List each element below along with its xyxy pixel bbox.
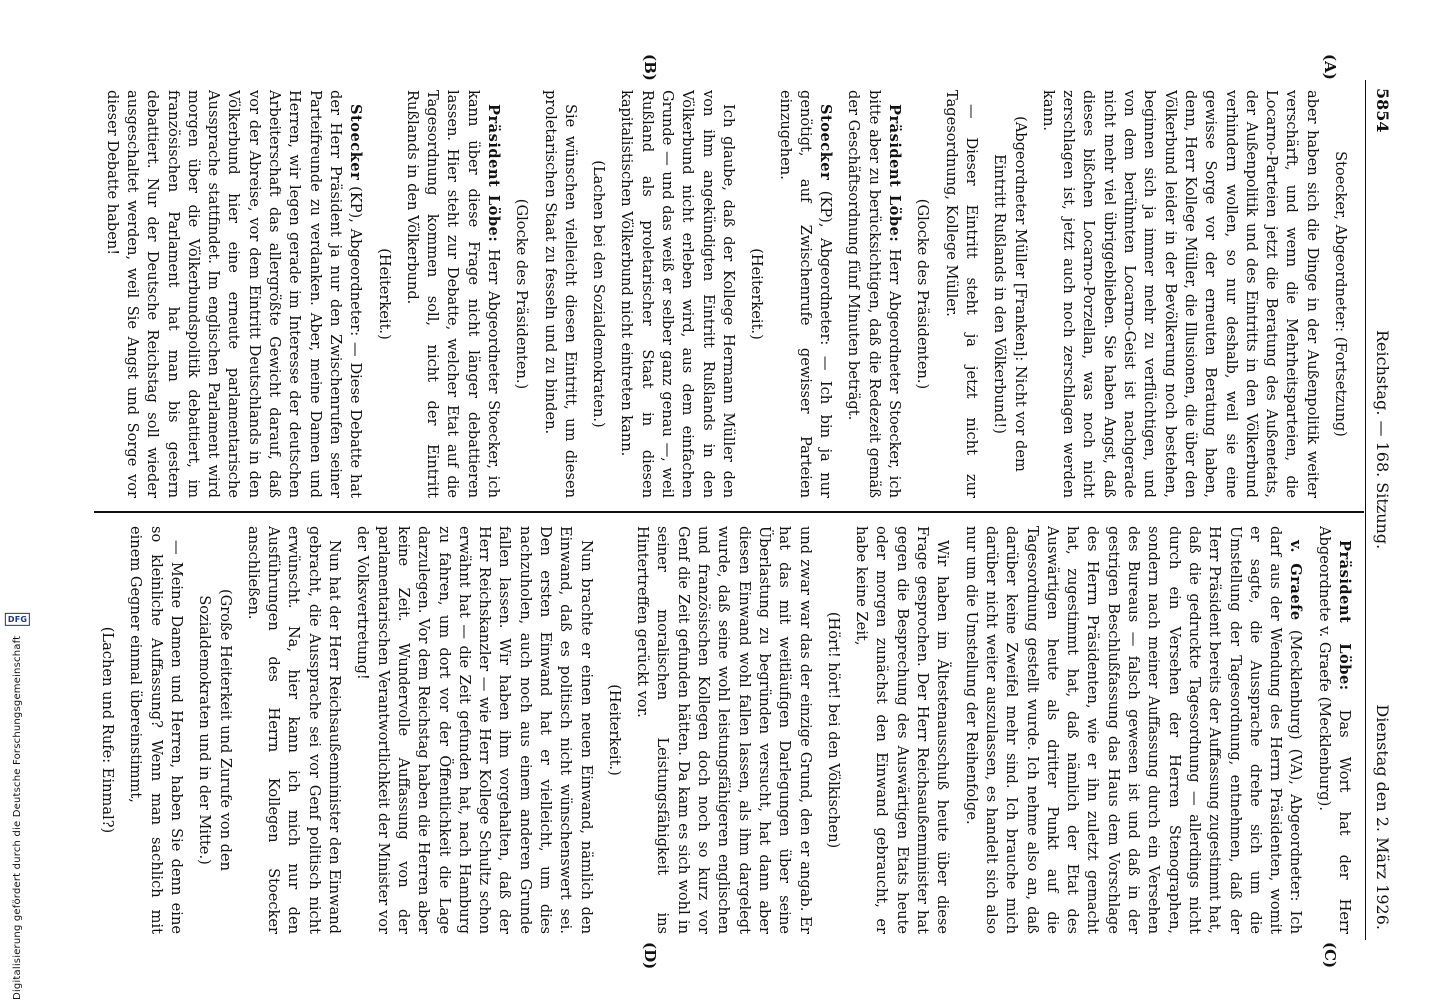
left-para-6 — [843, 90, 904, 498]
speaker-name: Präsident Löbe: — [1336, 540, 1353, 691]
right-para-7: Nun brachte er einen neuen Einwand, nämlich den Einwand, daß es politisch nicht wünschenswert sei. Den ersten Einwand hat er vielleicht, um dies nachzuholen, auch noch aus einem anderen Grunde fallen lassen. Wir haben ihm vorgehalten, daß der Herr Reichskanzler — wie Herr Kollege Schultz schon erwähnt hat — die Zeit gefunden hat, nach Hamburg zu fahren, um dort vor der Öffentlichkeit die Lage darzulegen. Vor dem Reichstag haben die Herren aber keine Zeit. Wundervolle Auffassung von der parlamentarischen Verantwortlichkeit der Minister vor der Volksvertretung! — [354, 526, 595, 934]
speech-text: Herr Abgeordneter Stoecker, ich bitte aber zu berücksichtigen, daß die Redezeit gemäß der Geschäftsordnung fünf Minuten beträgt. — [845, 90, 904, 498]
speech-text: Das Wort hat der Herr Abgeordnete v. Graefe (Mecklenburg). — [1315, 526, 1353, 934]
left-para-10: (Lachen bei den Sozialdemokraten.) — [590, 160, 608, 428]
speaker-name: Stoecker — [347, 104, 365, 181]
right-para-8: Nun hat der Herr Reichsaußenminister den Einwand gebracht, die Aussprache sei vor Genf politisch nicht erwünscht. Na, hier kann ich mich nur den Ausführungen des Herrn Kollegen Stoecker anschließen. — [244, 526, 344, 934]
margin-letter-b: (B) — [641, 54, 659, 81]
margin-letter-d: (D) — [641, 942, 659, 970]
left-para-5: (Glocke des Präsidenten.) — [914, 198, 932, 390]
scanned-page-frame — [80, 54, 1400, 970]
page-header — [1365, 80, 1400, 940]
left-para-2: aber haben sich die Dinge in der Außenpolitik weiter verschärft, und wenn die Mehrheitsparteien, die Locarno-Parteien jetzt die Beratung des Außenetats, der Außenpolitik und des Eintritts in den Völkerbund verhindern wollen, so nur deshalb, weil sie eine gewisse Sorge vor der erneuten Beratung haben, denn, Herr Kollege Müller, die Illusionen, die über den Völkerbund leider in der Bevölkerung noch bestehen, beginnen sich ja immer mehr zu verflüchtigen, und von dem berühmten Locarno-Geist ist nachgerade nicht mehr viel übriggeblieben. Sie haben Angst, daß dieses bißchen Locarno-Porzellan, was noch nicht zerschlagen ist, jetzt auch noch zerschlagen werden kann. — [1039, 90, 1321, 498]
left-para-11: Sie wünschen vielleicht diesen Eintritt, um diesen proletarischen Staat zu fesseln und zu binden. — [541, 90, 579, 498]
margin-letter-c: (C) — [1321, 942, 1339, 969]
session-title: Reichstag. — 168. Sitzung. — [1373, 330, 1392, 550]
left-para-8: (Heiterkeit.) — [748, 248, 766, 340]
margin-letter-a: (A) — [1321, 54, 1339, 80]
right-para-5: und zwar war das der einzige Grund, den er angab. Er hat das mit weitläufigen Darlegungen über seine Überlastung zu begründen versucht, hat dann aber diesen Einwand wohl fallen lassen, als ihm dargelegt wurde, daß seine wohl leistungsfähigeren englischen und französischen Kollegen doch noch so kurz vor Genf die Zeit gefunden hätten. Da kam es sich wohl in seiner moralischen Leistungsfähigkeit ins Hintertreffen gerückt vor. — [634, 526, 814, 934]
left-para-15 — [101, 90, 365, 498]
right-para-11: (Lachen und Rufe: Einmal?) — [99, 626, 117, 834]
right-para-9: (Große Heiterkeit und Zurufe von den Sozialdemokraten und in der Mitte.) — [196, 588, 234, 872]
speech-text: (KP), Abgeordneter: — Diese Debatte hat der Herr Präsident ja nur den Zwischenrufen seiner Parteifreunde zu verdanken. Aber, meine Damen und Herren, wir legen gerade im Interesse der deutschen Arbeiterschaft das allergrößte Gewicht darauf, daß vor der Abreise, vor dem Eintritt Deutschlands in den Völkerbund hier eine erneute parlamentarische Aussprache stattfindet. Im englischen Parlament wird morgen über die Völkerbundspolitik debattiert, im französischen Parlament hat man bis gestern debattiert. Nur der Deutsche Reichstag soll wieder ausgeschaltet werden, weil Sie Angst und Sorge vor dieser Debatte haben! — [103, 90, 365, 498]
speaker-name: Präsident Löbe: — [485, 104, 503, 243]
column-divider — [94, 511, 1364, 513]
rotated-page — [80, 54, 1400, 970]
left-para-7 — [774, 90, 835, 498]
right-para-1 — [1313, 526, 1354, 934]
speaker-name: v. Graefe — [1287, 540, 1305, 621]
speech-text: (Mecklenburg) (VA), Abgeordneter: Ich darf aus der Wendung des Herrn Präsidenten, womit er sagte, die Aussprache drehe sich um die Umstellung der Tagesordnung, entnehmen, daß der Herr Präsident bereits der Auffassung zugestimmt hat, daß die gedruckte Tagesordnung — allerdings nicht durch ein Versehen der Herren Stenographen, sondern nach meiner Auffassung durch ein Versehen des Bureaus — falsch gewesen ist und daß in der gestrigen Beschlußfassung das Haus dem Vorschlage des Herrn Präsidenten, wie er ihn zuletzt gemacht hat, zugestimmt hat, daß nämlich der Etat des Auswärtigen heute als dritter Punkt auf die Tagesordnung gestellt wurde. Ich nehme also an, daß darüber keine Zweifel mehr sind. Ich brauche mich darüber nicht weiter auszulassen, es handelt sich also nur um die Umstellung der Reihenfolge. — [962, 526, 1305, 934]
speaker-name: Präsident Löbe: — [886, 104, 904, 243]
right-para-10: — Meine Damen und Herren, haben Sie denn eine so kleinliche Auffassung? Wenn man sachlich mit einem Gegner einmal übereinstimmt, — [127, 526, 185, 934]
left-para-1: Stoecker, Abgeordneter: (Fortsetzung) — [1332, 151, 1349, 437]
right-para-3: Wir haben im Ältestenausschuß heute über diese Frage gesprochen. Der Herr Reichsaußenminister hat gegen die Besprechung des Auswärtigen Etats heute oder morgen zunächst den Einwand gebraucht, er habe keine Zeit, — [853, 526, 952, 934]
right-para-6: (Heiterkeit.) — [605, 684, 623, 776]
right-para-2 — [960, 526, 1305, 934]
dfg-logo: DFG — [5, 613, 30, 626]
speech-text: Herr Abgeordneter Stoecker, ich kann über diese Frage nicht länger debattieren lassen. Hier steht zur Debatte, welcher Etat auf die Tagesordnung kommen soll, nicht der Eintritt Rußlands in den Völkerbund. — [403, 90, 503, 498]
page-number: 5854 — [1373, 88, 1392, 133]
speaker-name: Stoecker — [817, 104, 835, 181]
left-para-4: — Dieser Eintritt steht ja jetzt nicht zur Tagesordnung, Kollege Müller. — [942, 90, 980, 498]
left-column — [94, 90, 1354, 498]
digitization-credit-text: Digitalisierung gefördert durch die Deutsche Forschungsgemeinschaft — [12, 635, 23, 1000]
left-para-12: (Glocke des Präsidenten.) — [513, 198, 531, 390]
speech-text: (KP), Abgeordneter: — Ich bin ja nur genötigt, auf Zwischenrufe gewisser Parteien einzugehen. — [776, 90, 835, 498]
left-para-13 — [402, 90, 503, 498]
left-para-9: Ich glaube, daß der Kollege Hermann Müller den von ihm angekündigten Eintritt Rußlands in den Völkerbund nicht erleben wird, aus dem einfachen Grunde — und das weiß er selber ganz genau —, weil Rußland als proletarischer Staat in diesen kapitalistischen Völkerbund nicht eintreten kann. — [618, 90, 737, 498]
right-column — [94, 526, 1354, 934]
digitization-credit — [0, 0, 28, 1000]
right-para-4: (Hört! hört! bei den Völkischen) — [824, 611, 842, 849]
left-para-14: (Heiterkeit.) — [375, 248, 393, 340]
left-para-3: (Abgeordneter Müller [Franken]: Nicht vor dem Eintritt Rußlands in den Völkerbund!) — [991, 116, 1029, 472]
session-date: Dienstag den 2. März 1926. — [1373, 704, 1392, 930]
